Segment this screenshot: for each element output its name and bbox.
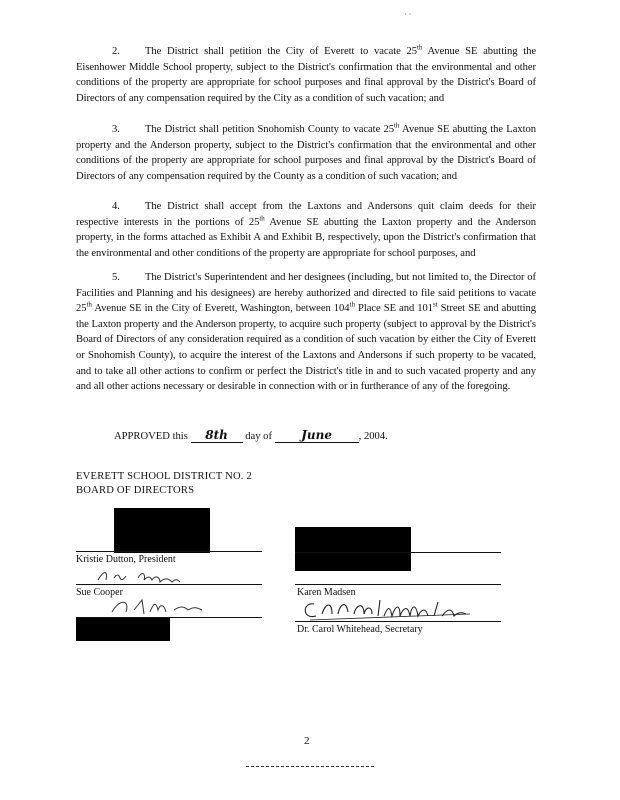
paragraph-number: 2. xyxy=(112,46,120,57)
approved-day-handwritten: 8th xyxy=(205,428,228,442)
paragraph-5 xyxy=(76,270,536,395)
signer-name-whitehead: Dr. Carol Whitehead, Secretary xyxy=(297,624,423,635)
redacted-signature-block xyxy=(76,617,170,641)
ordinal-suffix: th xyxy=(349,300,355,309)
approved-mid: day of xyxy=(245,431,272,442)
ordinal-suffix: th xyxy=(86,300,92,309)
ordinal-suffix: st xyxy=(433,300,438,309)
paragraph-number: 3. xyxy=(112,124,120,135)
paragraph-text: The District shall accept from the Laxtons and Andersons quit claim deeds for their respective interests in the portions of 25 xyxy=(76,201,536,228)
paragraph-text: The District's Superintendent and her designees (including, but not limited to, the Director of Facilities and Planning and his designees) are hereby authorized and directed to file said petitions to vacate 25 xyxy=(76,272,536,315)
signature-line xyxy=(295,621,501,622)
paragraph-4 xyxy=(76,199,536,261)
ordinal-suffix: th xyxy=(259,214,265,223)
paragraph-2 xyxy=(76,44,536,106)
signature-line xyxy=(76,617,262,618)
signer-name-cooper: Sue Cooper xyxy=(76,587,123,598)
paragraph-text: Place SE and 101 xyxy=(354,303,434,315)
signature-scribble xyxy=(300,594,480,624)
signature-line xyxy=(76,551,262,552)
paragraph-text: Street SE and abutting the Laxton property and the Anderson property, to acquire such property (subject to approval by the District's Board of Directors of any consideration required as a condition of such vacation by either the City of Everett or Snohomish County), to acquire the interest of the Laxtons and Andersons if such property to be vacated, and to take all other actions to confirm or perfect the District's title in and to such vacated property and any and all other actions necessary or desirable in connection with or in furtherance of any of the foregoing. xyxy=(76,303,536,393)
paragraph-text: The District shall petition the City of Everett to vacate 25 xyxy=(145,46,418,57)
signature-line xyxy=(76,584,262,585)
signature-line xyxy=(295,552,501,553)
signature-scribble xyxy=(108,596,218,618)
signer-name-madsen: Karen Madsen xyxy=(297,587,356,598)
paragraph-text: Avenue SE abutting the Laxton property and the Anderson property, in the forms attached as Exhibit A and Exhibit B, respectively, upon the District's confirmation that the environmental and other conditions of the property are appropriate for school purposes, and xyxy=(76,216,537,259)
signer-name-president: Kristie Dutton, President xyxy=(76,554,176,565)
redacted-signature-block xyxy=(114,508,210,553)
redacted-signature-block xyxy=(295,527,411,571)
scan-speck: · · xyxy=(404,10,412,19)
approved-month-handwritten: June xyxy=(301,428,333,442)
ordinal-suffix: th xyxy=(417,43,423,52)
paragraph-number: 5. xyxy=(112,272,120,283)
signature-line xyxy=(295,584,501,585)
paragraph-text: The District shall petition Snohomish County to vacate 25 xyxy=(145,124,394,135)
paragraph-3 xyxy=(76,122,536,184)
paragraph-text: Avenue SE abutting the Eisenhower Middle School property, subject to the District's confirmation that the environmental and other conditions of the property are appropriate for school purposes and final approval by the District's Board of Directors of any compensation required by the City as a condition of such vacation; and xyxy=(76,46,537,104)
paragraph-text: Avenue SE abutting the Laxton property and the Anderson property, subject to the District's confirmation that the environmental and other conditions of the property are appropriate for school purposes and final approval by the District's Board of Directors of any compensation required by the County as a condition of such vacation; and xyxy=(76,124,536,182)
approved-suffix: , 2004. xyxy=(358,431,388,442)
paragraph-text: Avenue SE in the City of Everett, Washington, between 104 xyxy=(91,303,350,315)
ordinal-suffix: th xyxy=(393,121,400,130)
page-number: 2 xyxy=(304,735,310,747)
signature-scribble xyxy=(94,566,234,586)
paragraph-number: 4. xyxy=(112,201,120,212)
approved-prefix: APPROVED this xyxy=(114,431,188,442)
org-name: EVERETT SCHOOL DISTRICT NO. 2 xyxy=(76,471,252,482)
board-name: BOARD OF DIRECTORS xyxy=(76,485,195,496)
approval-line xyxy=(114,428,414,443)
footer-rule xyxy=(246,766,374,767)
